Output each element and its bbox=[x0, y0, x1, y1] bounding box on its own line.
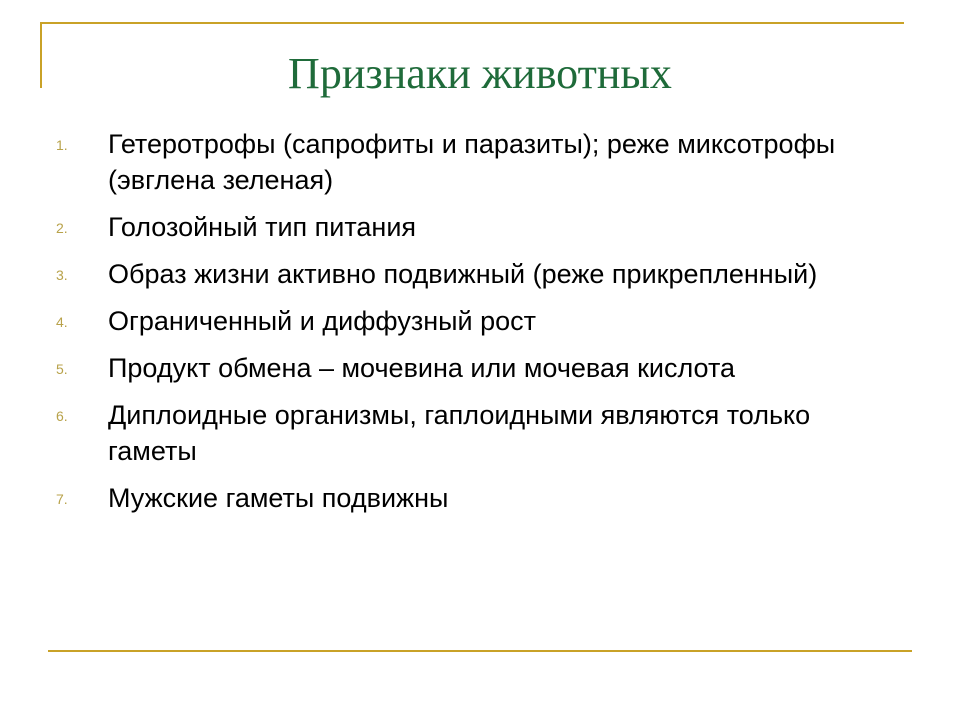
list-item-number: 7. bbox=[56, 491, 68, 507]
frame-top-line bbox=[40, 22, 904, 24]
list-item bbox=[56, 256, 876, 292]
list-item-number: 2. bbox=[56, 220, 68, 236]
slide-title: Признаки животных bbox=[288, 49, 672, 98]
list-item bbox=[56, 397, 876, 469]
list-item bbox=[56, 350, 876, 386]
list-item-number: 1. bbox=[56, 137, 68, 153]
list-item bbox=[56, 126, 876, 198]
list-item-text: Продукт обмена – мочевина или мочевая кислота bbox=[108, 353, 736, 383]
list-item-text: Образ жизни активно подвижный (реже прикрепленный) bbox=[108, 259, 818, 289]
list-item-text: Гетеротрофы (сапрофиты и паразиты); реже миксотрофы (эвглена зеленая) bbox=[108, 129, 836, 195]
bullet-list bbox=[56, 126, 876, 527]
list-item-number: 6. bbox=[56, 408, 68, 424]
list-item bbox=[56, 303, 876, 339]
frame-bottom-line bbox=[48, 650, 912, 652]
list-item bbox=[56, 480, 876, 516]
list-item-number: 3. bbox=[56, 267, 68, 283]
list-item bbox=[56, 209, 876, 245]
list-item-text: Диплоидные организмы, гаплоидными являются только гаметы bbox=[108, 400, 811, 466]
list-item-text: Ограниченный и диффузный рост bbox=[108, 306, 536, 336]
list-item-number: 4. bbox=[56, 314, 68, 330]
list-item-number: 5. bbox=[56, 361, 68, 377]
list-item-text: Мужские гаметы подвижны bbox=[108, 483, 449, 513]
list-item-text: Голозойный тип питания bbox=[108, 212, 417, 242]
